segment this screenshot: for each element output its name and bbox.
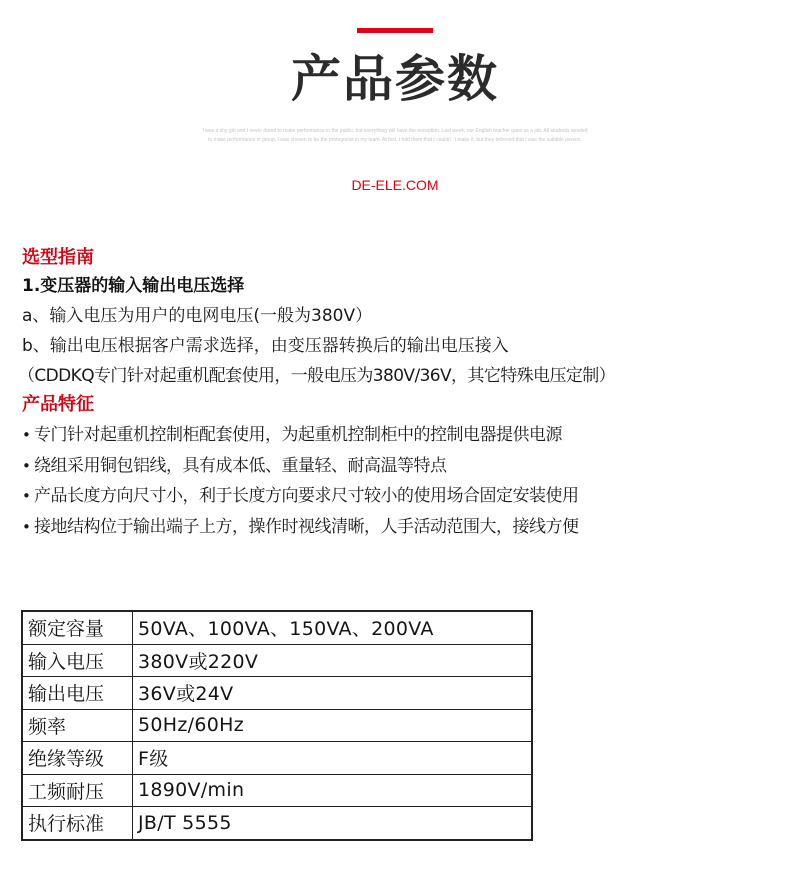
spec-label: 输入电压 (22, 644, 133, 677)
spec-label: 绝缘等级 (22, 742, 133, 775)
feature-item: • 接地结构位于输出端子上方，操作时视线清晰，人手活动范围大，接线方便 (22, 512, 782, 543)
table-row (22, 742, 532, 775)
feature-item: • 产品长度方向尺寸小，利于长度方向要求尺寸较小的使用场合固定安装使用 (22, 481, 782, 512)
table-row (22, 709, 532, 742)
spec-label: 工频耐压 (22, 774, 133, 807)
features-list (22, 420, 782, 542)
spec-label: 执行标准 (22, 807, 133, 840)
spec-value: 50Hz/60Hz (133, 709, 533, 742)
selection-guide-heading: 选型指南 (22, 247, 94, 268)
bullet-icon: • (22, 487, 31, 505)
spec-value: 36V或24V (133, 677, 533, 710)
table-row (22, 677, 532, 710)
spec-table (21, 610, 533, 841)
bullet-icon: • (22, 426, 31, 444)
table-row (22, 807, 532, 840)
model-note-line: （CDDKQ专门针对起重机配套使用，一般电压为380V/36V，其它特殊电压定制） (18, 366, 616, 386)
features-heading: 产品特征 (22, 394, 94, 415)
output-voltage-line: b、输出电压根据客户需求选择，由变压器转换后的输出电压接入 (22, 336, 509, 356)
product-description (18, 244, 782, 542)
spec-label: 额定容量 (22, 611, 133, 644)
table-row (22, 644, 532, 677)
spec-value: JB/T 5555 (133, 807, 533, 840)
decorative-filler-text: I was a shy girl and I never dared to make performance in the public, but everything will have the exception. Last week, our English teacher gave us a job. All students needed to make performance in group. I was chosen to be the protagonist in my team. At first, I told them that I couldn ' t make it, but they believed that I was the suitable person. (202, 128, 588, 143)
spec-value: 380V或220V (133, 644, 533, 677)
feature-item: • 专门针对起重机控制柜配套使用，为起重机控制柜中的控制电器提供电源 (22, 420, 782, 451)
brand-url: DE-ELE.COM (351, 177, 439, 193)
spec-value: 1890V/min (133, 774, 533, 807)
spec-label: 输出电压 (22, 677, 133, 710)
title-accent-bar (357, 28, 433, 33)
spec-value: F级 (133, 742, 533, 775)
spec-value: 50VA、100VA、150VA、200VA (133, 611, 533, 644)
bullet-icon: • (22, 456, 31, 475)
voltage-selection-subheading: 1.变压器的输入输出电压选择 (22, 276, 245, 296)
table-row (22, 611, 532, 644)
page-title: 产品参数 (291, 50, 499, 108)
input-voltage-line: a、输入电压为用户的电网电压(一般为380V） (22, 306, 373, 326)
spec-label: 频率 (22, 709, 133, 742)
bullet-icon: • (22, 517, 31, 536)
table-row (22, 774, 532, 807)
feature-item: • 绕组采用铜包铝线，具有成本低、重量轻、耐高温等特点 (22, 451, 782, 482)
